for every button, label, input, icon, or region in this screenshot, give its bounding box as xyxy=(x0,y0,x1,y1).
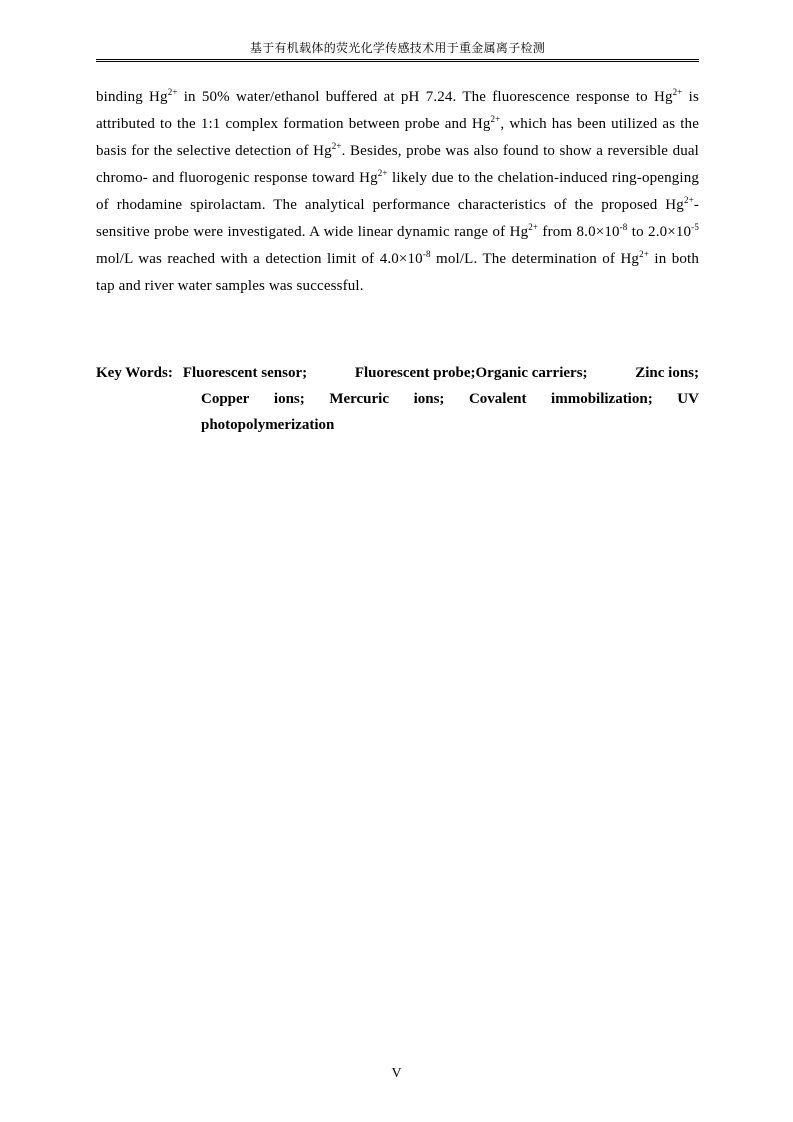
abstract-body xyxy=(96,84,699,300)
keyword-word: Mercuric xyxy=(329,391,389,407)
keyword-word: ions; xyxy=(413,391,445,407)
superscript: 2+ xyxy=(490,114,501,124)
abstract-text: from 8.0×10 xyxy=(538,224,620,240)
keyword-word: UV xyxy=(677,391,699,407)
superscript: -8 xyxy=(422,249,431,259)
keyword: Fluorescent probe;Organic carriers; xyxy=(354,365,588,381)
keywords-line-1 xyxy=(173,360,699,386)
abstract-text: mol/L. The determination of Hg xyxy=(430,251,640,267)
keywords-line-2 xyxy=(201,386,699,412)
running-header: 基于有机载体的荧光化学传感技术用于重金属离子检测 xyxy=(249,41,546,55)
abstract-paragraph xyxy=(96,84,699,300)
superscript: 2+ xyxy=(377,168,388,178)
superscript: -5 xyxy=(691,222,699,232)
keyword-word: immobilization; xyxy=(551,391,653,407)
abstract-text: likely due to the chelation-induced ring-openging of rhodamine spirolactam. The analytical performance characteristics of the proposed Hg xyxy=(96,170,699,213)
header-rule xyxy=(96,59,699,62)
superscript: 2+ xyxy=(683,195,694,205)
page-number: V xyxy=(391,1066,402,1081)
abstract-text: mol/L was reached with a detection limit of 4.0×10 xyxy=(96,251,423,267)
keywords-label: Key Words: xyxy=(96,365,173,381)
superscript: 2+ xyxy=(331,141,342,151)
abstract-text: in both tap and river water samples was successful. xyxy=(96,251,699,294)
superscript: 2+ xyxy=(639,249,649,259)
keyword-word: ions; xyxy=(273,391,305,407)
superscript: 2+ xyxy=(167,87,178,97)
abstract-text: is attributed to the 1:1 complex formation between probe and Hg xyxy=(96,89,699,132)
abstract-text: , which has been utilized as the basis for the selective detection of Hg xyxy=(96,116,700,159)
keywords-first-row xyxy=(96,360,699,386)
keyword: Zinc ions; xyxy=(635,365,699,381)
superscript: 2+ xyxy=(528,222,539,232)
abstract-text: -sensitive probe were investigated. A wide linear dynamic range of Hg xyxy=(96,197,699,240)
abstract-text: to 2.0×10 xyxy=(627,224,692,240)
abstract-text: in 50% water/ethanol buffered at pH 7.24. The fluorescence response to Hg xyxy=(177,89,673,105)
abstract-text: binding Hg xyxy=(96,89,168,105)
keywords-line-3: photopolymerization xyxy=(201,417,335,433)
keywords-section xyxy=(96,360,699,438)
keyword-word: Copper xyxy=(201,391,250,407)
keyword-word: Covalent xyxy=(468,391,527,407)
keyword: Fluorescent sensor; xyxy=(182,365,308,381)
abstract-text: . Besides, probe was also found to show a reversible dual chromo- and fluorogenic response toward Hg xyxy=(96,143,699,186)
keywords-continuation xyxy=(201,386,699,438)
superscript: -8 xyxy=(619,222,628,232)
superscript: 2+ xyxy=(672,87,683,97)
